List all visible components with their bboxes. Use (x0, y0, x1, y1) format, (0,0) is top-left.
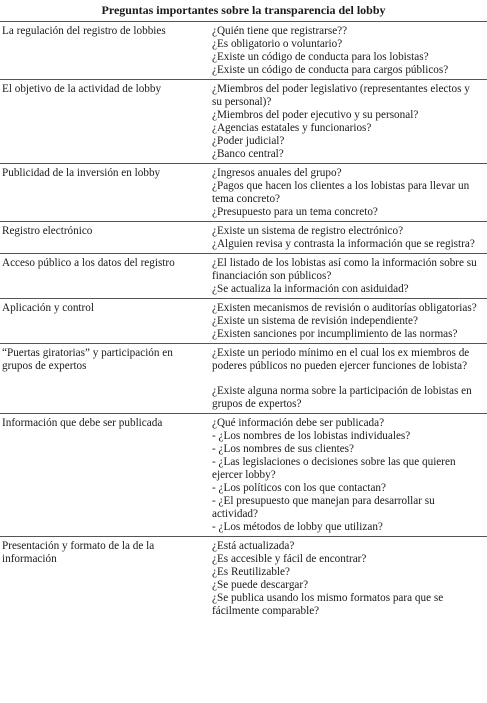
question-item: ¿Existe un periodo mínimo en el cual los ex miembros de poderes públicos no pueden ejercer funciones de lobista? (212, 347, 470, 372)
question-item: - ¿El presupuesto que manejan para desarrollar su actividad? (212, 495, 435, 520)
question-item: ¿Existen mecanismos de revisión o auditorías obligatorias? (212, 302, 477, 314)
question-item: ¿Existe alguna norma sobre la participación de lobistas en grupos de expertos? (212, 385, 472, 410)
question-item: ¿Existe un sistema de revisión independiente? (212, 315, 418, 327)
topic-cell: Acceso público a los datos del registro (0, 254, 208, 299)
question-item: ¿Existen sanciones por incumplimiento de las normas? (212, 328, 458, 340)
question-item: ¿Es Reutilizable? (212, 566, 290, 578)
topic-cell: Información que debe ser publicada (0, 414, 208, 537)
table-row (0, 344, 487, 414)
question-item: ¿Pagos que hacen los clientes a los lobistas para llevar un tema concreto? (212, 180, 470, 205)
table-row (0, 299, 487, 344)
question-item: ¿Poder judicial? (212, 135, 285, 147)
topic-cell: La regulación del registro de lobbies (0, 22, 208, 80)
question-item: - ¿Los nombres de sus clientes? (212, 443, 354, 455)
table-title: Preguntas importantes sobre la transparencia del lobby (0, 0, 487, 22)
question-item: ¿El listado de los lobistas así como la información sobre su financiación son públicos? (212, 257, 477, 282)
questions-cell (208, 254, 487, 299)
question-item: ¿Miembros del poder ejecutivo y su personal? (212, 109, 419, 121)
question-item: ¿Miembros del poder legislativo (representantes electos y su personal)? (212, 83, 470, 108)
questions-cell (208, 222, 487, 254)
topic-cell: El objetivo de la actividad de lobby (0, 80, 208, 164)
questions-cell (208, 344, 487, 414)
question-item: ¿Quién tiene que registrarse?? (212, 25, 348, 37)
questions-cell (208, 164, 487, 222)
question-item: ¿Banco central? (212, 148, 284, 160)
question-item: ¿Es accesible y fácil de encontrar? (212, 553, 367, 565)
question-item: ¿Es obligatorio o voluntario? (212, 38, 343, 50)
question-item: ¿Presupuesto para un tema concreto? (212, 206, 378, 218)
table-row (0, 22, 487, 80)
question-item: ¿Se actualiza la información con asiduidad? (212, 283, 409, 295)
topic-cell: Publicidad de la inversión en lobby (0, 164, 208, 222)
question-item: - ¿Las legislaciones o decisiones sobre las que quieren ejercer lobby? (212, 456, 456, 481)
question-item: ¿Alguien revisa y contrasta la información que se registra? (212, 238, 475, 250)
questions-cell (208, 22, 487, 80)
table-row (0, 80, 487, 164)
question-item: ¿Qué información debe ser publicada? (212, 417, 385, 429)
question-item: ¿Existe un código de conducta para los lobistas? (212, 51, 429, 63)
question-item: - ¿Los políticos con los que contactan? (212, 482, 386, 494)
table-row (0, 254, 487, 299)
questions-cell (208, 537, 487, 621)
question-item: ¿Existe un código de conducta para cargos públicos? (212, 64, 449, 76)
question-item: ¿Se publica usando los mismo formatos para que se fácilmente comparable? (212, 592, 444, 617)
table-row (0, 414, 487, 537)
topic-cell: Registro electrónico (0, 222, 208, 254)
question-item: ¿Está actualizada? (212, 540, 295, 552)
questions-cell (208, 80, 487, 164)
question-item: ¿Existe un sistema de registro electrónico? (212, 225, 404, 237)
table-title-row (0, 0, 487, 22)
question-item: - ¿Los métodos de lobby que utilizan? (212, 521, 383, 533)
question-item: - ¿Los nombres de los lobistas individuales? (212, 430, 411, 442)
questions-cell (208, 414, 487, 537)
question-item: ¿Se puede descargar? (212, 579, 309, 591)
question-item: ¿Ingresos anuales del grupo? (212, 167, 342, 179)
table-row (0, 222, 487, 254)
topic-cell: “Puertas giratorias” y participación en grupos de expertos (0, 344, 208, 414)
topic-cell: Aplicación y control (0, 299, 208, 344)
questions-cell (208, 299, 487, 344)
topic-cell: Presentación y formato de la de la información (2, 540, 155, 565)
table-row (0, 164, 487, 222)
question-item: ¿Agencias estatales y funcionarios? (212, 122, 372, 134)
table-row (0, 537, 487, 621)
